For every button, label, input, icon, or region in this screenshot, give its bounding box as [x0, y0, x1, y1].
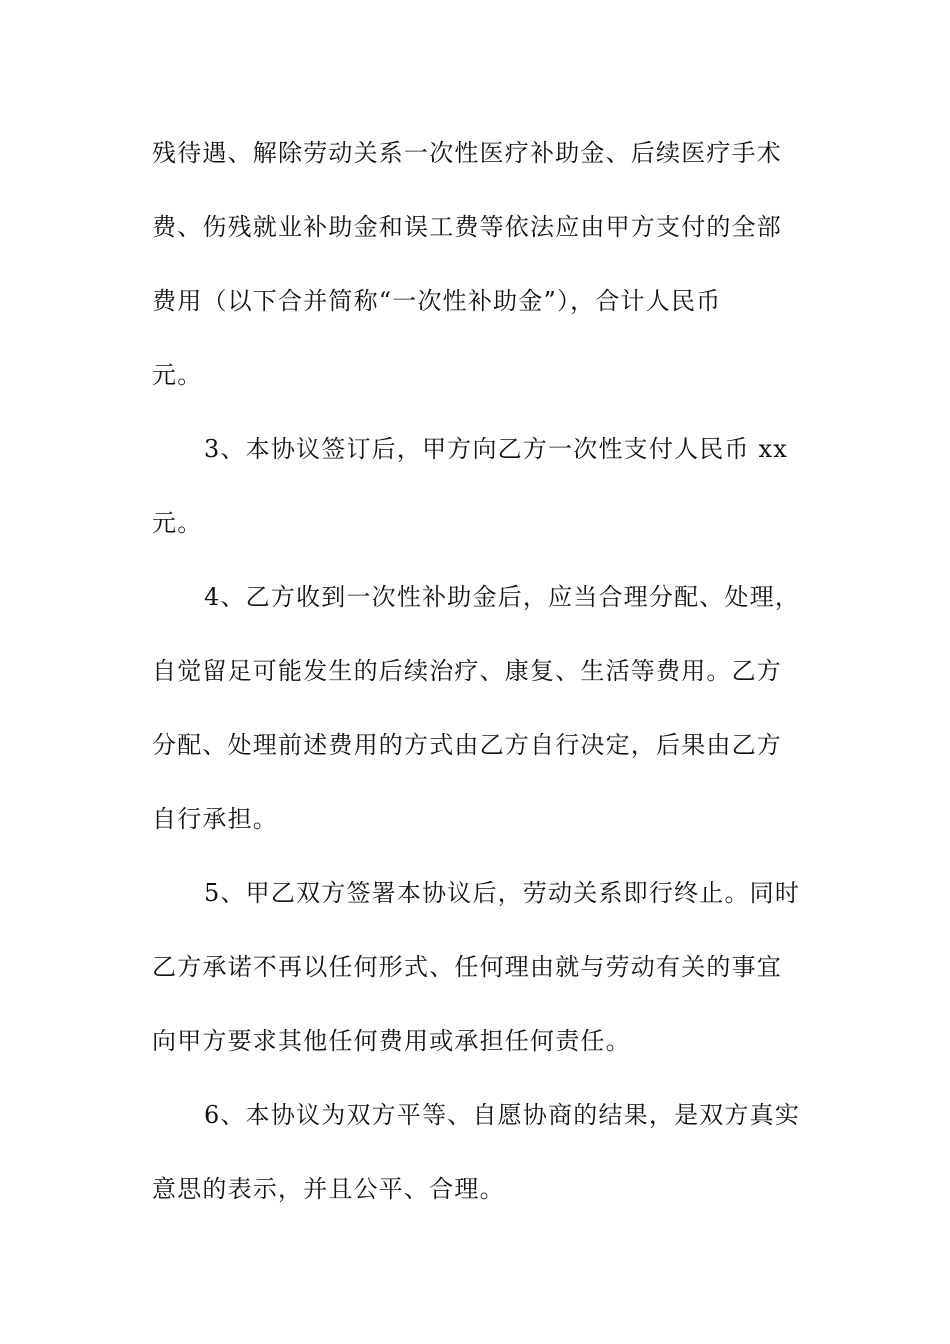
text-line: 费用（以下合并简称“一次性补助金”），合计人民币: [152, 287, 722, 315]
text-line: 向甲方要求其他任何费用或承担任何责任。: [152, 1027, 631, 1055]
text-line: 6、本协议为双方平等、自愿协商的结果，是双方真实: [204, 1101, 801, 1129]
document-body: [152, 116, 812, 1226]
text-line: 元。: [152, 509, 203, 537]
paragraph-clause-6: [152, 1078, 812, 1226]
text-line: 5、甲乙双方签署本协议后，劳动关系即行终止。同时: [204, 879, 801, 907]
text-line: 意思的表示，并且公平、合理。: [152, 1175, 505, 1203]
paragraph-clause-5: [152, 856, 812, 1078]
text-line: 自觉留足可能发生的后续治疗、康复、生活等费用。乙方: [152, 657, 782, 685]
paragraph-clause-3: [152, 412, 812, 560]
text-line: 残待遇、解除劳动关系一次性医疗补助金、后续医疗手术: [152, 139, 782, 167]
text-line: 3、本协议签订后，甲方向乙方一次性支付人民币 xx: [204, 435, 788, 463]
text-line: 分配、处理前述费用的方式由乙方自行决定，后果由乙方: [152, 731, 782, 759]
text-line: 4、乙方收到一次性补助金后，应当合理分配、处理，: [204, 583, 801, 611]
text-line: 元。: [152, 361, 203, 389]
text-line: 乙方承诺不再以任何形式、任何理由就与劳动有关的事宜: [152, 953, 782, 981]
text-line: 费、伤残就业补助金和误工费等依法应由甲方支付的全部: [152, 213, 782, 241]
text-line: 自行承担。: [152, 805, 278, 833]
paragraph-continuation: [152, 116, 812, 412]
paragraph-clause-4: [152, 560, 812, 856]
